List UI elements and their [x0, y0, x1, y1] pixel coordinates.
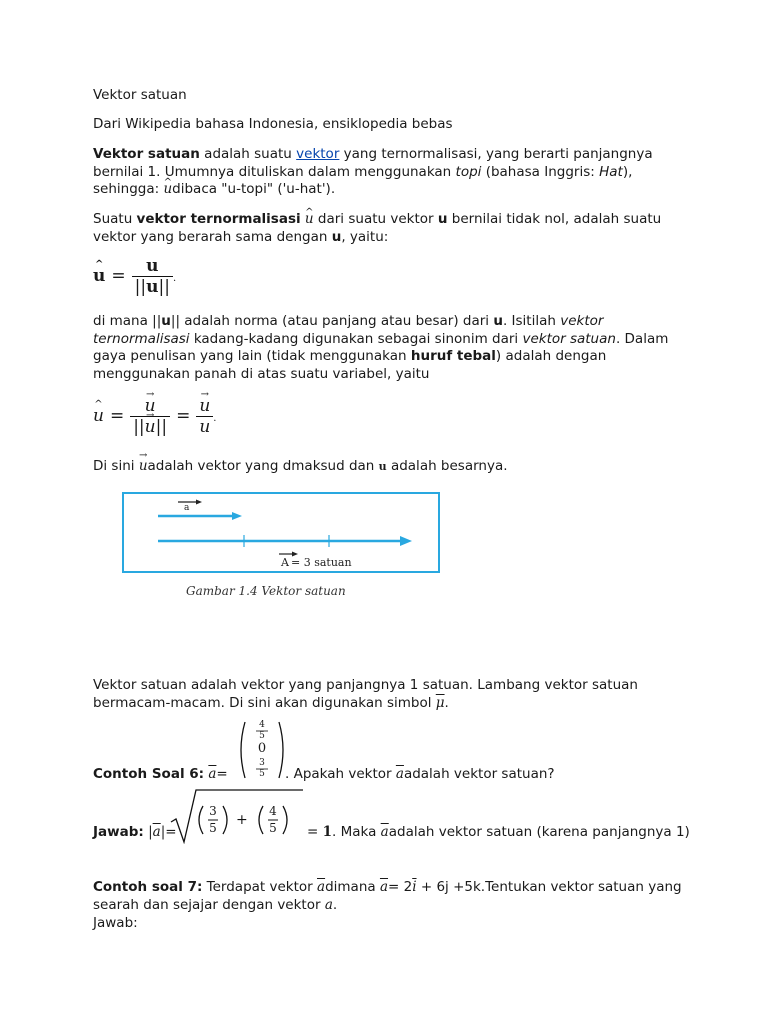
example-6: Contoh Soal 6: $\overline{a}=$ 4 5 0 3 5 . Apakah vektor $\overline{a}adalah$ vektor satuan? — [93, 720, 555, 782]
paragraph-normalized: Suatu vektor ternormalisasi ^ u dari suatu vektor u bernilai tidak nol, adalah suatu vektor yang berarah sama dengan u, yaitu: — [93, 211, 693, 246]
page-title: Vektor satuan — [93, 87, 187, 103]
long-arrow-head — [400, 536, 412, 546]
svg-text:+: + — [236, 812, 248, 828]
sqrt-expression: + 3 5 4 5 — [169, 788, 305, 844]
u-hat-symbol: ^ u — [163, 181, 172, 199]
example-7: Contoh soal 7: Terdapat vektor $\overline{a}dimana$ $\overline{a}= 2\overline{i} + 6j$ +5k.Tentukan vektor satuan yang searah dan sejajar dengan vektor a. — [93, 879, 682, 913]
figure-caption: Gambar 1.4 Vektor satuan — [186, 584, 346, 598]
figure-svg — [124, 494, 438, 571]
answer-7-label: Jawab: — [93, 915, 138, 931]
u-hat-symbol-2: ^ u — [305, 211, 314, 229]
paragraph-definition: Vektor satuan adalah suatu vektor yang ternormalisasi, yang berarti panjangnya bernilai 1. Umumnya dituliskan dalam menggunakan topi (bahasa Inggris: Hat), sehingga: ^ udibaca "u-topi" ('u-hat'). — [93, 146, 693, 199]
answer-6: Jawab: $|\overline{a}|=$ + 3 5 4 5 = 1. Maka $\overline{a}adalah$ vektor satuan (karena panjangnya 1) — [93, 788, 693, 860]
link-vektor[interactable]: vektor — [296, 146, 340, 162]
subtitle: Dari Wikipedia bahasa Indonesia, ensiklopedia bebas — [93, 116, 453, 132]
u-arrow-symbol: → u — [139, 458, 148, 476]
mu-symbol: $\overline{\mu}$ — [435, 694, 445, 711]
paragraph-di-sini: Di sini → uadalah vektor yang dmaksud dan u adalah besarnya. — [93, 458, 693, 476]
equation-unit-vector-arrow: ^ u = → $\frac{u}{||\to u||}$ = → $\frac{u}{u}$ . — [93, 396, 216, 437]
equation-unit-vector-bold: ^ u = $\frac{u}{||u||}$ . — [93, 256, 176, 297]
term-bold: Vektor satuan — [93, 146, 200, 162]
column-matrix: 4 5 0 3 5 — [239, 720, 285, 780]
label-A: A — [281, 556, 289, 569]
figure-unit-vector — [122, 492, 440, 573]
paragraph-norm: di mana ||u|| adalah norma (atau panjang atau besar) dari u. Isitilah vektor ternormalisasi kadang-kadang digunakan sebagai sinonim dari vektor satuan. Dalam gaya penulisan yang lain (tidak menggunakan huruf tebal) adalah dengan menggunakan panah di atas suatu variabel, yaitu — [93, 313, 669, 382]
paragraph-vektor-satuan: Vektor satuan adalah vektor yang panjangnya 1 satuan. Lambang vektor satuan bermacam-macam. Di sini akan digunakan simbol $\overline{\mu}$. — [93, 677, 638, 711]
unit-arrow-head — [232, 512, 242, 520]
label-3-satuan: = 3 satuan — [291, 556, 352, 569]
label-a: a — [184, 503, 190, 513]
